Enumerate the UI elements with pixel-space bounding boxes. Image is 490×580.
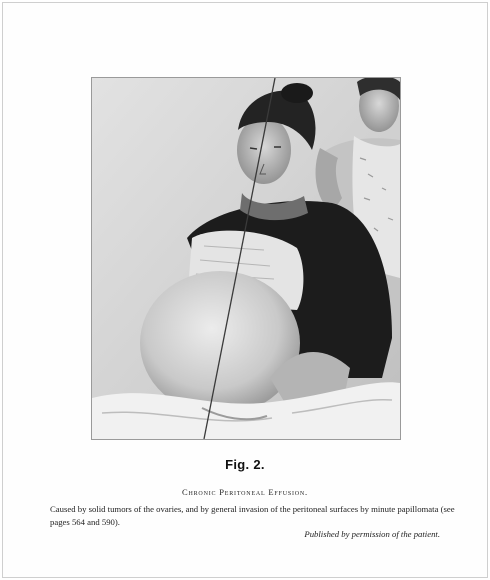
figure-title: Chronic Peritoneal Effusion. [182,487,308,497]
figure-caption: Caused by solid tumors of the ovaries, and by general invasion of the peritoneal surfaces by minute papillomata (see pages 564 and 590). [50,504,455,527]
figure-label: Fig. 2. [225,457,265,472]
figure-photograph [91,77,401,440]
permission-note: Published by permission of the patient. [304,529,440,539]
